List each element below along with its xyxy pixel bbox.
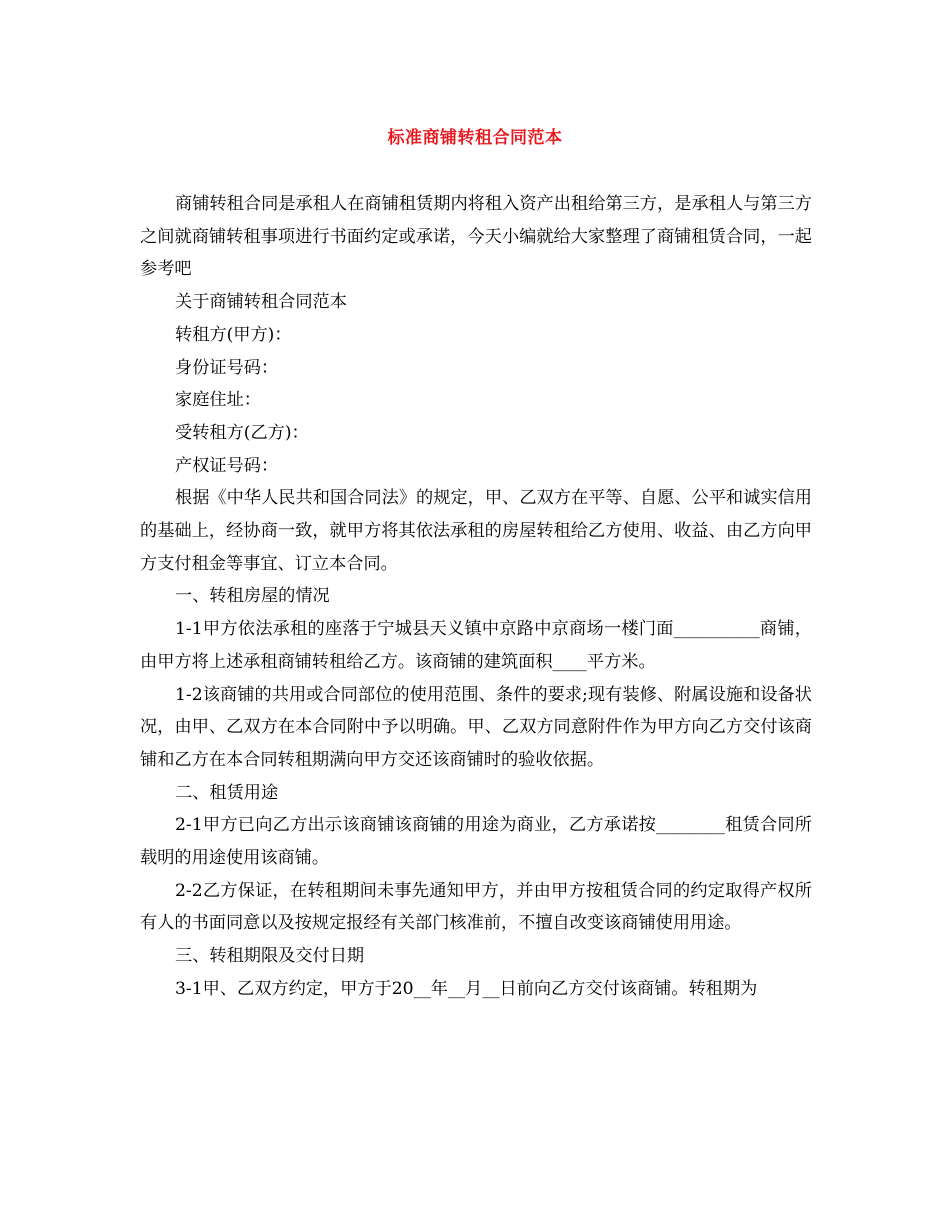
field-sublessor: 转租方(甲方)：: [175, 324, 292, 345]
clause-1-1: 1-1甲方依法承租的座落于宁城县天义镇中京路中京商场一楼门面__________商铺，由甲方将上述承租商铺转租给乙方。该商铺的建筑面积____平方米。: [140, 619, 812, 672]
intro-paragraph: 商铺转租合同是承租人在商铺租赁期内将租入资产出租给第三方，是承租人与第三方之间就商铺转租事项进行书面约定或承诺，今天小编就给大家整理了商铺租赁合同，一起参考吧: [140, 194, 812, 280]
section-3-heading: 三、转租期限及交付日期: [175, 946, 365, 967]
document-body: [140, 188, 812, 1006]
field-sublessee: 受转租方(乙方)：: [175, 422, 309, 443]
section-heading: 关于商铺转租合同范本: [175, 292, 347, 313]
section-1-heading: 一、转租房屋的情况: [175, 586, 330, 607]
section-2-heading: 二、租赁用途: [175, 782, 279, 803]
clause-3-1: 3-1甲、乙双方约定，甲方于20__年__月__日前向乙方交付该商铺。转租期为: [175, 978, 758, 999]
clause-1-2: 1-2该商铺的共用或合同部位的使用范围、条件的要求;现有装修、附属设施和设备状况，由甲、乙双方在本合同附中予以明确。甲、乙双方同意附件作为甲方向乙方交付该商铺和乙方在本合同转租期满向甲方交还该商铺时的验收依据。: [140, 684, 812, 770]
field-property-certificate: 产权证号码：: [175, 455, 279, 476]
field-id-number: 身份证号码：: [175, 357, 279, 378]
field-home-address: 家庭住址：: [175, 390, 261, 411]
clause-2-2: 2-2乙方保证，在转租期间未事先通知甲方，并由甲方按租赁合同的约定取得产权所有人的书面同意以及按规定报经有关部门核准前，不擅自改变该商铺使用用途。: [140, 880, 812, 934]
preamble-paragraph: 根据《中华人民共和国合同法》的规定，甲、乙双方在平等、自愿、公平和诚实信用的基础上，经协商一致，就甲方将其依法承租的房屋转租给乙方使用、收益、由乙方向甲方支付租金等事宜、订立本合同。: [140, 488, 812, 574]
clause-2-1: 2-1甲方已向乙方出示该商铺该商铺的用途为商业，乙方承诺按________租赁合同所载明的用途使用该商铺。: [140, 815, 812, 869]
document-title: 标准商铺转租合同范本: [387, 128, 563, 148]
